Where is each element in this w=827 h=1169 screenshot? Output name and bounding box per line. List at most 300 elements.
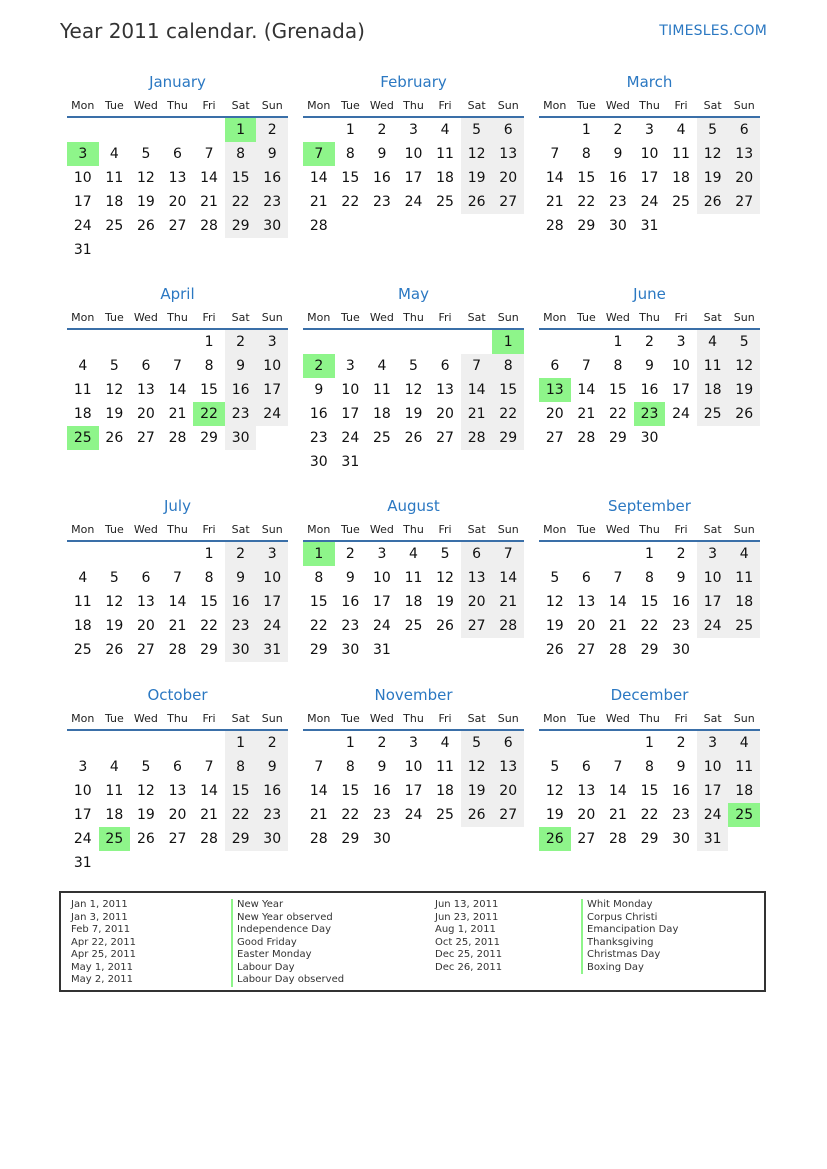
- day-cell: 16: [373, 783, 391, 799]
- month-title: January: [149, 73, 206, 91]
- day-cell: 19: [105, 406, 124, 422]
- legend-holiday-name: Christmas Day: [581, 949, 678, 962]
- day-cell: 6: [173, 146, 182, 162]
- legend-holiday-name: Easter Monday: [231, 949, 344, 962]
- day-cell: 9: [236, 570, 246, 586]
- day-cell: 27: [467, 618, 486, 634]
- weekday-label: Wed: [133, 712, 158, 725]
- day-cell: 10: [373, 570, 391, 586]
- day-cell: 2: [267, 735, 277, 751]
- day-cell: 18: [73, 406, 92, 422]
- day-cell: 29: [231, 831, 250, 847]
- day-cell: 18: [73, 618, 92, 634]
- legend-date: Aug 1, 2011: [435, 924, 496, 935]
- holiday-day-cell: 7: [303, 142, 335, 166]
- day-cell: 23: [672, 807, 690, 823]
- legend-holiday-name: Whit Monday: [581, 899, 678, 912]
- day-cell: 6: [581, 570, 591, 586]
- day-cell: 4: [109, 146, 119, 162]
- day-cell: 28: [467, 430, 486, 446]
- weekday-label: Fri: [674, 712, 688, 725]
- day-cell: 28: [309, 831, 328, 847]
- weekday-label: Sun: [497, 523, 519, 536]
- weekday-label: Thu: [403, 99, 424, 112]
- day-cell: 19: [545, 618, 564, 634]
- day-cell: 10: [263, 570, 282, 586]
- day-cell: 13: [499, 759, 518, 775]
- day-cell: 3: [676, 334, 686, 350]
- day-cell: 4: [109, 759, 119, 775]
- day-cell: 25: [373, 430, 391, 446]
- day-cell: 9: [377, 759, 387, 775]
- day-cell: 6: [173, 759, 182, 775]
- day-cell: 24: [404, 807, 423, 823]
- day-cell: 13: [467, 570, 486, 586]
- day-cell: 30: [231, 430, 250, 446]
- day-cell: 26: [703, 194, 722, 210]
- day-cell: 10: [640, 146, 659, 162]
- weekday-label: Tue: [340, 523, 360, 536]
- day-cell: 4: [708, 334, 718, 350]
- day-cell: 1: [345, 122, 355, 138]
- weekday-label: Sun: [733, 712, 755, 725]
- day-cell: 12: [404, 382, 423, 398]
- day-cell: 17: [73, 807, 92, 823]
- day-cell: 18: [105, 194, 124, 210]
- day-cell: 21: [545, 194, 564, 210]
- day-cell: 7: [204, 759, 214, 775]
- day-cell: 14: [577, 382, 596, 398]
- day-cell: 8: [314, 570, 324, 586]
- day-cell: 24: [263, 406, 282, 422]
- day-cell: 19: [545, 807, 564, 823]
- legend-holiday-name: Emancipation Day: [581, 924, 678, 937]
- day-cell: 20: [137, 406, 155, 422]
- day-cell: 16: [609, 170, 627, 186]
- day-cell: 2: [377, 735, 387, 751]
- weekday-label: Fri: [202, 712, 216, 725]
- day-cell: 16: [640, 382, 659, 398]
- day-cell: 3: [708, 735, 718, 751]
- legend-dates-right: [435, 899, 502, 974]
- weekday-label: Sat: [703, 99, 722, 112]
- holiday-day-cell: 2: [303, 354, 335, 378]
- day-cell: 21: [609, 807, 627, 823]
- day-cell: 20: [577, 807, 596, 823]
- day-cell: 22: [231, 807, 250, 823]
- day-cell: 10: [404, 759, 423, 775]
- day-cell: 14: [609, 594, 627, 610]
- day-cell: 12: [467, 146, 486, 162]
- weekday-label: Thu: [403, 311, 424, 324]
- day-cell: 26: [404, 430, 423, 446]
- day-cell: 21: [577, 406, 596, 422]
- day-cell: 3: [267, 546, 277, 562]
- day-cell: 21: [200, 194, 218, 210]
- day-cell: 15: [200, 382, 218, 398]
- weekday-label: Sat: [231, 712, 250, 725]
- day-cell: 15: [609, 382, 627, 398]
- day-cell: 20: [545, 406, 564, 422]
- day-cell: 7: [204, 146, 214, 162]
- day-cell: 16: [373, 170, 391, 186]
- weekday-label: Sat: [703, 712, 722, 725]
- day-cell: 26: [105, 430, 124, 446]
- weekday-label: Fri: [202, 523, 216, 536]
- day-cell: 18: [735, 594, 754, 610]
- day-cell: 9: [645, 358, 654, 374]
- day-cell: 14: [545, 170, 564, 186]
- weekday-label: Sun: [261, 712, 283, 725]
- day-cell: 31: [73, 855, 92, 871]
- weekday-label: Sat: [231, 311, 250, 324]
- day-cell: 10: [672, 358, 690, 374]
- day-cell: 22: [640, 618, 659, 634]
- day-cell: 24: [73, 831, 92, 847]
- day-cell: 10: [703, 759, 722, 775]
- legend-holiday-name: Thanksgiving: [581, 937, 678, 950]
- day-cell: 17: [640, 170, 659, 186]
- day-cell: 9: [267, 759, 277, 775]
- day-cell: 12: [545, 594, 564, 610]
- day-cell: 13: [735, 146, 754, 162]
- page-title: Year 2011 calendar. (Grenada): [60, 19, 365, 43]
- day-cell: 20: [168, 194, 187, 210]
- day-cell: 2: [236, 334, 246, 350]
- day-cell: 13: [577, 594, 596, 610]
- day-cell: 3: [708, 546, 718, 562]
- weekday-label: Wed: [369, 99, 394, 112]
- day-cell: 10: [703, 570, 722, 586]
- day-cell: 29: [609, 430, 627, 446]
- day-cell: 5: [440, 546, 450, 562]
- day-cell: 12: [735, 358, 754, 374]
- day-cell: 4: [739, 735, 749, 751]
- day-cell: 22: [499, 406, 518, 422]
- day-cell: 8: [345, 146, 355, 162]
- day-cell: 25: [105, 218, 124, 234]
- day-cell: 12: [467, 759, 486, 775]
- day-cell: 29: [577, 218, 596, 234]
- day-cell: 16: [263, 783, 282, 799]
- day-cell: 6: [581, 759, 591, 775]
- day-cell: 26: [467, 807, 486, 823]
- day-cell: 12: [545, 783, 564, 799]
- day-cell: 10: [341, 382, 360, 398]
- weekday-label: Thu: [167, 99, 188, 112]
- day-cell: 11: [735, 570, 754, 586]
- day-cell: 11: [105, 170, 124, 186]
- day-cell: 23: [373, 194, 391, 210]
- day-cell: 12: [703, 146, 722, 162]
- day-cell: 28: [609, 642, 627, 658]
- day-cell: 24: [703, 807, 722, 823]
- day-cell: 8: [613, 358, 623, 374]
- day-cell: 15: [341, 170, 360, 186]
- day-cell: 23: [609, 194, 627, 210]
- day-cell: 5: [409, 358, 418, 374]
- day-cell: 28: [545, 218, 564, 234]
- weekday-label: Wed: [605, 712, 630, 725]
- weekday-label: Sun: [733, 99, 755, 112]
- day-cell: 13: [436, 382, 454, 398]
- day-cell: 11: [404, 570, 423, 586]
- legend-date: Jan 3, 2011: [71, 911, 128, 923]
- weekday-label: Thu: [403, 523, 424, 536]
- day-cell: 13: [168, 783, 187, 799]
- day-cell: 8: [236, 146, 246, 162]
- weekday-label: Thu: [639, 311, 660, 324]
- day-cell: 17: [672, 382, 690, 398]
- day-cell: 4: [409, 546, 418, 562]
- day-cell: 29: [231, 218, 250, 234]
- weekday-label: Tue: [104, 99, 124, 112]
- day-cell: 11: [436, 146, 454, 162]
- weekday-label: Wed: [605, 311, 630, 324]
- weekday-label: Sat: [703, 523, 722, 536]
- day-cell: 24: [373, 618, 391, 634]
- day-cell: 2: [676, 546, 686, 562]
- day-cell: 10: [263, 358, 282, 374]
- day-cell: 31: [341, 454, 360, 470]
- day-cell: 17: [703, 594, 722, 610]
- day-cell: 5: [550, 759, 560, 775]
- legend-names-right: [581, 899, 678, 974]
- day-cell: 15: [640, 594, 659, 610]
- day-cell: 23: [373, 807, 391, 823]
- day-cell: 15: [341, 783, 360, 799]
- weekday-label: Fri: [674, 523, 688, 536]
- day-cell: 22: [200, 618, 218, 634]
- day-cell: 2: [377, 122, 387, 138]
- day-cell: 17: [263, 594, 282, 610]
- day-cell: 30: [672, 642, 690, 658]
- holiday-day-cell: 25: [728, 803, 760, 827]
- day-cell: 3: [78, 759, 88, 775]
- day-cell: 22: [577, 194, 596, 210]
- day-cell: 18: [703, 382, 722, 398]
- weekday-label: Thu: [639, 712, 660, 725]
- day-cell: 11: [73, 382, 92, 398]
- day-cell: 9: [236, 358, 246, 374]
- month-title: March: [626, 73, 673, 91]
- day-cell: 25: [672, 194, 690, 210]
- day-cell: 16: [231, 382, 250, 398]
- day-cell: 14: [200, 783, 218, 799]
- day-cell: 21: [200, 807, 218, 823]
- weekday-label: Sun: [261, 99, 283, 112]
- weekday-label: Mon: [307, 523, 331, 536]
- day-cell: 15: [231, 170, 250, 186]
- month-title: June: [633, 285, 666, 303]
- weekday-label: Fri: [202, 99, 216, 112]
- legend-date: Oct 25, 2011: [435, 936, 500, 948]
- day-cell: 30: [640, 430, 659, 446]
- day-cell: 9: [267, 146, 277, 162]
- day-cell: 23: [263, 194, 282, 210]
- day-cell: 2: [345, 546, 355, 562]
- weekday-label: Fri: [438, 99, 452, 112]
- day-cell: 29: [640, 642, 659, 658]
- day-cell: 5: [141, 146, 151, 162]
- day-cell: 28: [168, 642, 187, 658]
- day-cell: 7: [173, 570, 182, 586]
- weekday-label: Wed: [369, 523, 394, 536]
- day-cell: 30: [373, 831, 391, 847]
- day-cell: 4: [440, 122, 450, 138]
- day-cell: 5: [109, 358, 119, 374]
- day-cell: 22: [640, 807, 659, 823]
- legend-holiday-name: Labour Day observed: [231, 974, 344, 987]
- day-cell: 15: [200, 594, 218, 610]
- day-cell: 25: [703, 406, 722, 422]
- legend-holiday-name: New Year: [231, 899, 344, 912]
- holiday-day-cell: 3: [67, 142, 99, 166]
- day-cell: 22: [231, 194, 250, 210]
- day-cell: 14: [609, 783, 627, 799]
- legend-holiday-name: Good Friday: [231, 937, 344, 950]
- month-title: December: [610, 686, 689, 704]
- holiday-day-cell: 1: [492, 330, 524, 354]
- day-cell: 2: [613, 122, 623, 138]
- day-cell: 30: [341, 642, 360, 658]
- day-cell: 7: [503, 546, 513, 562]
- day-cell: 5: [550, 570, 560, 586]
- day-cell: 15: [640, 783, 659, 799]
- day-cell: 6: [472, 546, 482, 562]
- day-cell: 11: [703, 358, 722, 374]
- day-cell: 29: [309, 642, 328, 658]
- day-cell: 30: [609, 218, 627, 234]
- weekday-label: Mon: [543, 712, 567, 725]
- month-title: July: [164, 497, 191, 515]
- weekday-label: Tue: [576, 523, 596, 536]
- day-cell: 26: [137, 831, 155, 847]
- weekday-label: Mon: [71, 311, 95, 324]
- day-cell: 7: [613, 759, 623, 775]
- holiday-day-cell: 1: [225, 118, 257, 142]
- weekday-label: Thu: [403, 712, 424, 725]
- day-cell: 5: [109, 570, 119, 586]
- weekday-label: Tue: [340, 311, 360, 324]
- month-title: November: [374, 686, 453, 704]
- day-cell: 20: [467, 594, 486, 610]
- day-cell: 30: [231, 642, 250, 658]
- legend-holiday-name: Corpus Christi: [581, 912, 678, 925]
- day-cell: 27: [436, 430, 454, 446]
- month-title: April: [160, 285, 195, 303]
- day-cell: 8: [645, 759, 654, 775]
- legend-holiday-name: New Year observed: [231, 912, 344, 925]
- day-cell: 30: [263, 831, 282, 847]
- day-cell: 21: [168, 406, 187, 422]
- day-cell: 28: [309, 218, 328, 234]
- day-cell: 28: [200, 218, 218, 234]
- weekday-label: Mon: [71, 712, 95, 725]
- day-cell: 29: [341, 831, 360, 847]
- day-cell: 11: [73, 594, 92, 610]
- legend-date: May 2, 2011: [71, 974, 134, 985]
- day-cell: 6: [503, 122, 513, 138]
- day-cell: 27: [735, 194, 754, 210]
- day-cell: 22: [341, 194, 360, 210]
- day-cell: 14: [467, 382, 486, 398]
- weekday-label: Fri: [674, 311, 688, 324]
- holiday-day-cell: 23: [634, 402, 666, 426]
- day-cell: 20: [735, 170, 754, 186]
- legend-holiday-name: Labour Day: [231, 962, 344, 975]
- weekday-label: Sun: [261, 311, 283, 324]
- day-cell: 1: [645, 735, 654, 751]
- day-cell: 23: [672, 618, 690, 634]
- day-cell: 17: [373, 594, 391, 610]
- weekday-label: Tue: [104, 523, 124, 536]
- day-cell: 25: [436, 194, 454, 210]
- day-cell: 7: [581, 358, 591, 374]
- day-cell: 4: [440, 735, 450, 751]
- day-cell: 3: [409, 735, 418, 751]
- weekday-label: Sun: [733, 523, 755, 536]
- month-divider: [303, 328, 524, 330]
- day-cell: 9: [613, 146, 623, 162]
- day-cell: 4: [377, 358, 387, 374]
- day-cell: 6: [503, 735, 513, 751]
- day-cell: 13: [137, 594, 155, 610]
- day-cell: 23: [341, 618, 360, 634]
- day-cell: 24: [640, 194, 659, 210]
- day-cell: 20: [137, 618, 155, 634]
- weekday-label: Tue: [104, 311, 124, 324]
- day-cell: 11: [105, 783, 124, 799]
- day-cell: 5: [472, 735, 482, 751]
- day-cell: 22: [309, 618, 328, 634]
- day-cell: 14: [499, 570, 518, 586]
- day-cell: 12: [105, 594, 124, 610]
- day-cell: 14: [309, 783, 328, 799]
- weekday-label: Tue: [576, 99, 596, 112]
- weekday-label: Sat: [467, 523, 486, 536]
- day-cell: 6: [440, 358, 450, 374]
- weekday-label: Mon: [307, 311, 331, 324]
- day-cell: 11: [373, 382, 391, 398]
- day-cell: 29: [499, 430, 518, 446]
- day-cell: 19: [436, 594, 454, 610]
- day-cell: 19: [105, 618, 124, 634]
- holiday-day-cell: 13: [539, 378, 571, 402]
- weekday-label: Fri: [438, 712, 452, 725]
- weekday-label: Fri: [438, 523, 452, 536]
- day-cell: 23: [231, 618, 250, 634]
- day-cell: 31: [373, 642, 391, 658]
- day-cell: 31: [703, 831, 722, 847]
- day-cell: 17: [404, 783, 423, 799]
- weekday-label: Wed: [369, 712, 394, 725]
- day-cell: 24: [73, 218, 92, 234]
- day-cell: 16: [672, 783, 690, 799]
- day-cell: 5: [141, 759, 151, 775]
- day-cell: 27: [577, 642, 596, 658]
- day-cell: 30: [309, 454, 328, 470]
- day-cell: 27: [499, 194, 518, 210]
- day-cell: 29: [640, 831, 659, 847]
- day-cell: 16: [231, 594, 250, 610]
- day-cell: 19: [467, 783, 486, 799]
- weekday-label: Tue: [104, 712, 124, 725]
- weekday-label: Mon: [307, 99, 331, 112]
- brand-link[interactable]: TIMESLES.COM: [659, 23, 767, 39]
- day-cell: 3: [645, 122, 654, 138]
- day-cell: 2: [645, 334, 654, 350]
